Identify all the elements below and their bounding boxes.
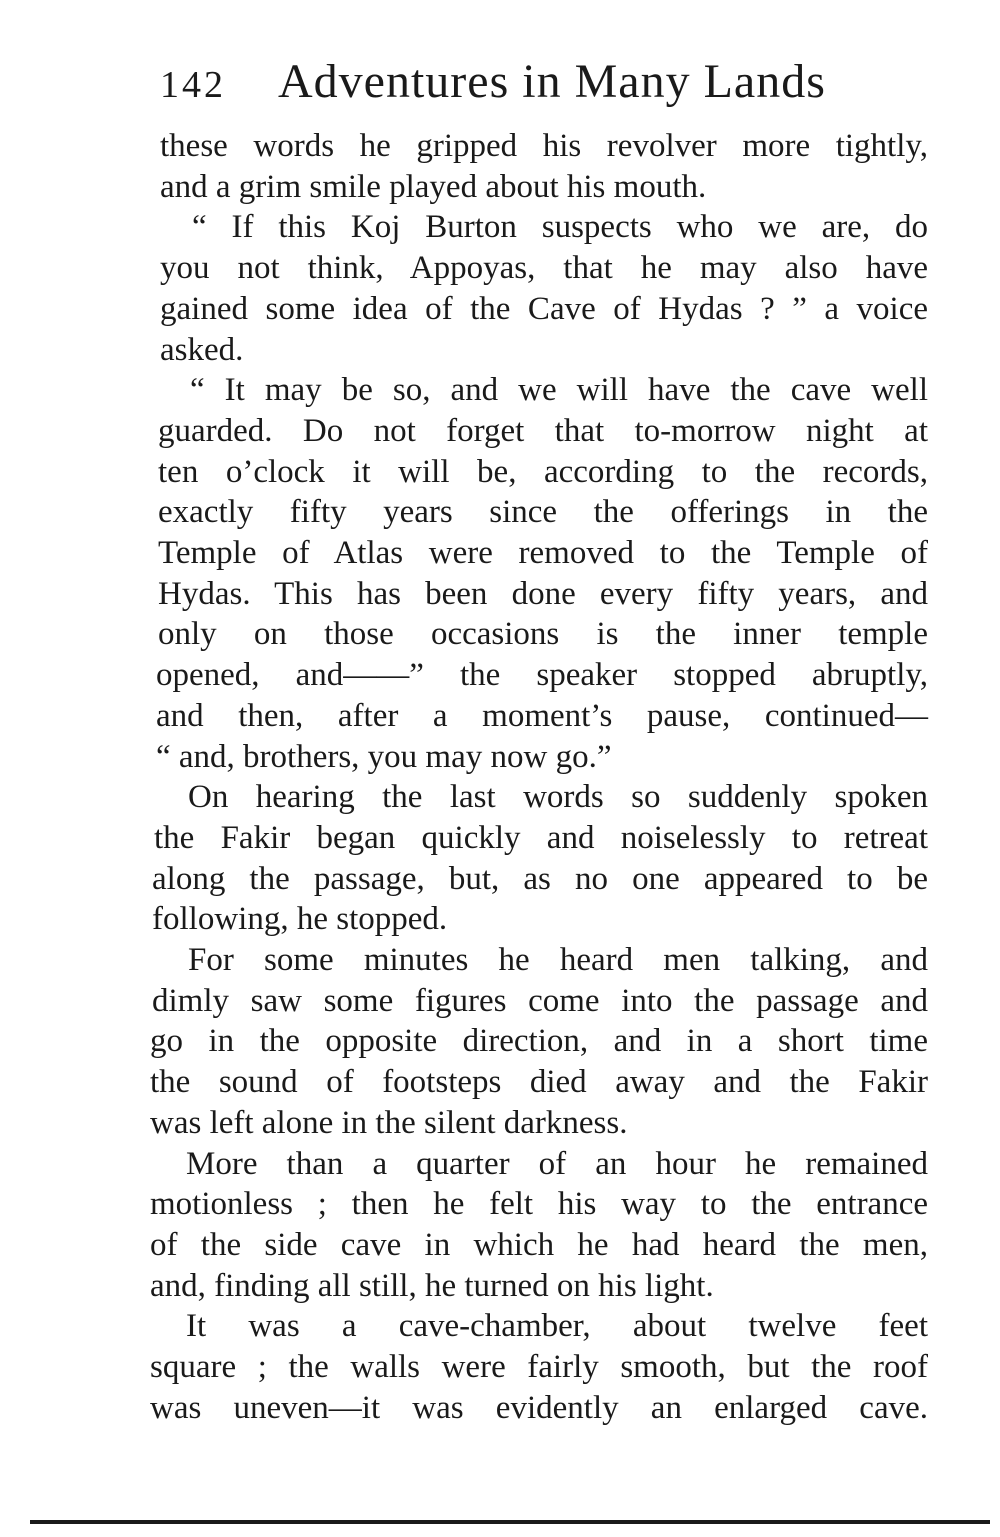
text-line: It was a cave-chamber, about twelve feet bbox=[186, 1308, 928, 1345]
text-line: was uneven—it was evidently an enlarged cave. bbox=[150, 1389, 928, 1426]
text-line: Hydas. This has been done every fifty years, and bbox=[158, 575, 928, 612]
text-line: and, finding all still, he turned on his light. bbox=[150, 1267, 714, 1304]
page-bottom-rule bbox=[30, 1520, 990, 1524]
text-line: go in the opposite direction, and in a short time bbox=[150, 1023, 928, 1060]
text-line: was left alone in the silent darkness. bbox=[150, 1104, 628, 1141]
text-line: “ It may be so, and we will have the cave well bbox=[190, 372, 928, 409]
text-line: along the passage, but, as no one appeared to be bbox=[152, 860, 928, 897]
page-number: 142 bbox=[160, 64, 226, 106]
paragraph bbox=[150, 370, 928, 777]
text-line: exactly fifty years since the offerings in the bbox=[158, 494, 928, 531]
text-line: More than a quarter of an hour he remained bbox=[186, 1145, 928, 1182]
text-line: gained some idea of the Cave of Hydas ? ” a voice bbox=[160, 290, 928, 327]
text-line: asked. bbox=[160, 331, 244, 368]
text-line: following, he stopped. bbox=[152, 901, 448, 938]
text-line: of the side cave in which he had heard the men, bbox=[150, 1226, 928, 1263]
text-line: guarded. Do not forget that to-morrow night at bbox=[158, 412, 928, 449]
text-line: these words he gripped his revolver more tightly, bbox=[160, 128, 928, 164]
paragraph bbox=[150, 940, 928, 1144]
paragraph bbox=[150, 777, 928, 940]
text-line: ten o’clock it will be, according to the records, bbox=[158, 453, 928, 490]
text-line: square ; the walls were fairly smooth, but the roof bbox=[150, 1349, 928, 1386]
text-line: the sound of footsteps died away and the Fakir bbox=[150, 1064, 928, 1101]
text-line: motionless ; then he felt his way to the entrance bbox=[150, 1186, 928, 1223]
text-line: On hearing the last words so suddenly spoken bbox=[188, 779, 928, 816]
body-text bbox=[150, 126, 928, 1429]
text-line: you not think, Appoyas, that he may also have bbox=[160, 250, 928, 287]
text-line: and then, after a moment’s pause, continued— bbox=[156, 697, 928, 734]
running-head bbox=[160, 52, 920, 112]
text-line: the Fakir began quickly and noiselessly to retreat bbox=[154, 819, 928, 856]
text-line: opened, and——” the speaker stopped abruptly, bbox=[156, 657, 928, 694]
paragraph bbox=[150, 1306, 928, 1428]
book-title: Adventures in Many Lands bbox=[278, 55, 826, 108]
text-line: “ and, brothers, you may now go.” bbox=[156, 738, 612, 775]
text-line: Temple of Atlas were removed to the Temple of bbox=[158, 535, 928, 572]
text-line: dimly saw some figures come into the passage and bbox=[152, 982, 928, 1019]
paragraph bbox=[150, 207, 928, 370]
paragraph bbox=[150, 1144, 928, 1307]
paragraph bbox=[150, 126, 928, 207]
text-line: only on those occasions is the inner temple bbox=[158, 616, 928, 653]
text-line: “ If this Koj Burton suspects who we are, do bbox=[192, 209, 928, 246]
text-line: and a grim smile played about his mouth. bbox=[160, 168, 707, 205]
text-line: For some minutes he heard men talking, and bbox=[188, 942, 928, 979]
